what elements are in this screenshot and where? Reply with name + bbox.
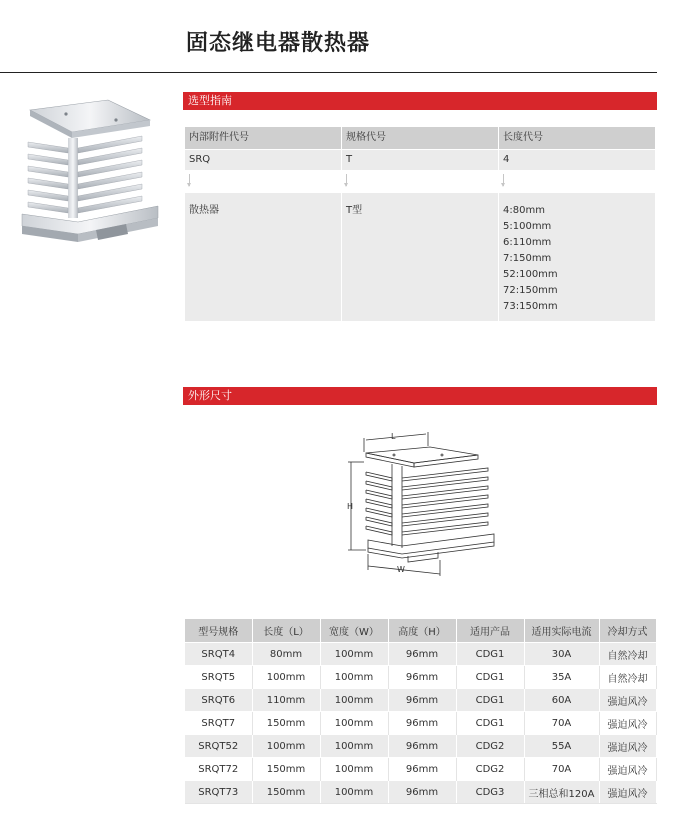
down-arrow-icon [499,170,656,193]
table-cell: 强迫风冷 [599,781,656,804]
table-cell: CDG2 [456,735,524,758]
table-cell: 96mm [388,689,456,712]
table-cell: 100mm [252,666,320,689]
table-cell: 自然冷却 [599,666,656,689]
table-cell: 100mm [320,666,388,689]
table-cell: 150mm [252,781,320,804]
width-label: W [397,565,405,574]
down-arrow-icon [185,170,342,193]
length-code-item: 7:150mm [503,253,552,264]
guide-code-cell: SRQ [185,150,342,170]
table-cell: SRQT5 [185,666,252,689]
spec-header-cell: 冷却方式 [599,619,656,643]
table-cell: 80mm [252,643,320,666]
table-cell: SRQT72 [185,758,252,781]
table-cell: 100mm [320,758,388,781]
spec-header-cell: 型号规格 [185,619,252,643]
table-cell: 55A [524,735,599,758]
spec-header-cell: 适用实际电流 [524,619,599,643]
table-cell: 110mm [252,689,320,712]
guide-code-cell: T [342,150,499,170]
spec-header-cell: 长度（L） [252,619,320,643]
guide-arrow-row [185,170,656,193]
selection-guide-table [185,127,656,321]
table-cell: 96mm [388,735,456,758]
table-cell: SRQT6 [185,689,252,712]
table-row [185,781,656,804]
table-cell: 强迫风冷 [599,758,656,781]
length-label: L [391,432,396,441]
table-cell: SRQT7 [185,712,252,735]
length-code-list [499,193,656,321]
table-cell: 100mm [320,735,388,758]
guide-detail-row [185,193,656,321]
table-cell: 150mm [252,758,320,781]
length-code-item: 52:100mm [503,269,558,280]
table-row [185,758,656,781]
page-title: 固态继电器散热器 [186,31,371,56]
table-cell: 96mm [388,643,456,666]
table-cell: 150mm [252,712,320,735]
table-cell: 96mm [388,781,456,804]
spec-header-cell: 宽度（W） [320,619,388,643]
guide-header-cell: 内部附件代号 [185,127,342,149]
guide-header-row [185,127,656,149]
spec-header-row [185,619,656,643]
guide-detail-cell: T型 [342,193,499,321]
table-row [185,735,656,758]
spec-header-cell: 适用产品 [456,619,524,643]
table-cell: SRQT73 [185,781,252,804]
heatsink-product-photo [16,96,164,256]
table-cell: 70A [524,758,599,781]
table-cell: CDG1 [456,712,524,735]
table-cell: 100mm [320,689,388,712]
table-row [185,712,656,735]
table-cell: CDG2 [456,758,524,781]
guide-header-cell: 长度代号 [499,127,656,149]
spec-header-cell: 高度（H） [388,619,456,643]
down-arrow-icon [342,170,499,193]
length-code-item: 5:100mm [503,221,552,232]
length-code-item: 4:80mm [503,205,545,216]
length-code-item: 72:150mm [503,285,558,296]
table-cell: SRQT52 [185,735,252,758]
table-cell: 96mm [388,666,456,689]
spec-table [185,619,657,804]
table-cell: 70A [524,712,599,735]
table-cell: 96mm [388,758,456,781]
table-cell: 三相总和120A [524,781,599,804]
guide-code-cell: 4 [499,150,656,170]
table-cell: 100mm [320,712,388,735]
length-code-item: 6:110mm [503,237,552,248]
dimension-drawing [338,428,508,576]
table-cell: CDG1 [456,666,524,689]
table-cell: 强迫风冷 [599,735,656,758]
height-label: H [347,502,354,511]
table-cell: 96mm [388,712,456,735]
table-cell: 100mm [320,781,388,804]
table-cell: 100mm [252,735,320,758]
table-cell: 强迫风冷 [599,689,656,712]
table-cell: 自然冷却 [599,643,656,666]
length-code-item: 73:150mm [503,301,558,312]
section-bar-selection-guide: 选型指南 [183,92,657,110]
section-bar-dimensions: 外形尺寸 [183,387,657,405]
table-cell: 30A [524,643,599,666]
table-cell: 60A [524,689,599,712]
table-row [185,666,656,689]
title-divider [0,72,657,73]
guide-header-cell: 规格代号 [342,127,499,149]
table-cell: CDG1 [456,643,524,666]
table-row [185,689,656,712]
guide-detail-cell: 散热器 [185,193,342,321]
table-cell: SRQT4 [185,643,252,666]
table-cell: CDG3 [456,781,524,804]
table-row [185,643,656,666]
guide-code-row [185,150,656,170]
table-cell: 100mm [320,643,388,666]
table-cell: 35A [524,666,599,689]
table-cell: 强迫风冷 [599,712,656,735]
table-cell: CDG1 [456,689,524,712]
